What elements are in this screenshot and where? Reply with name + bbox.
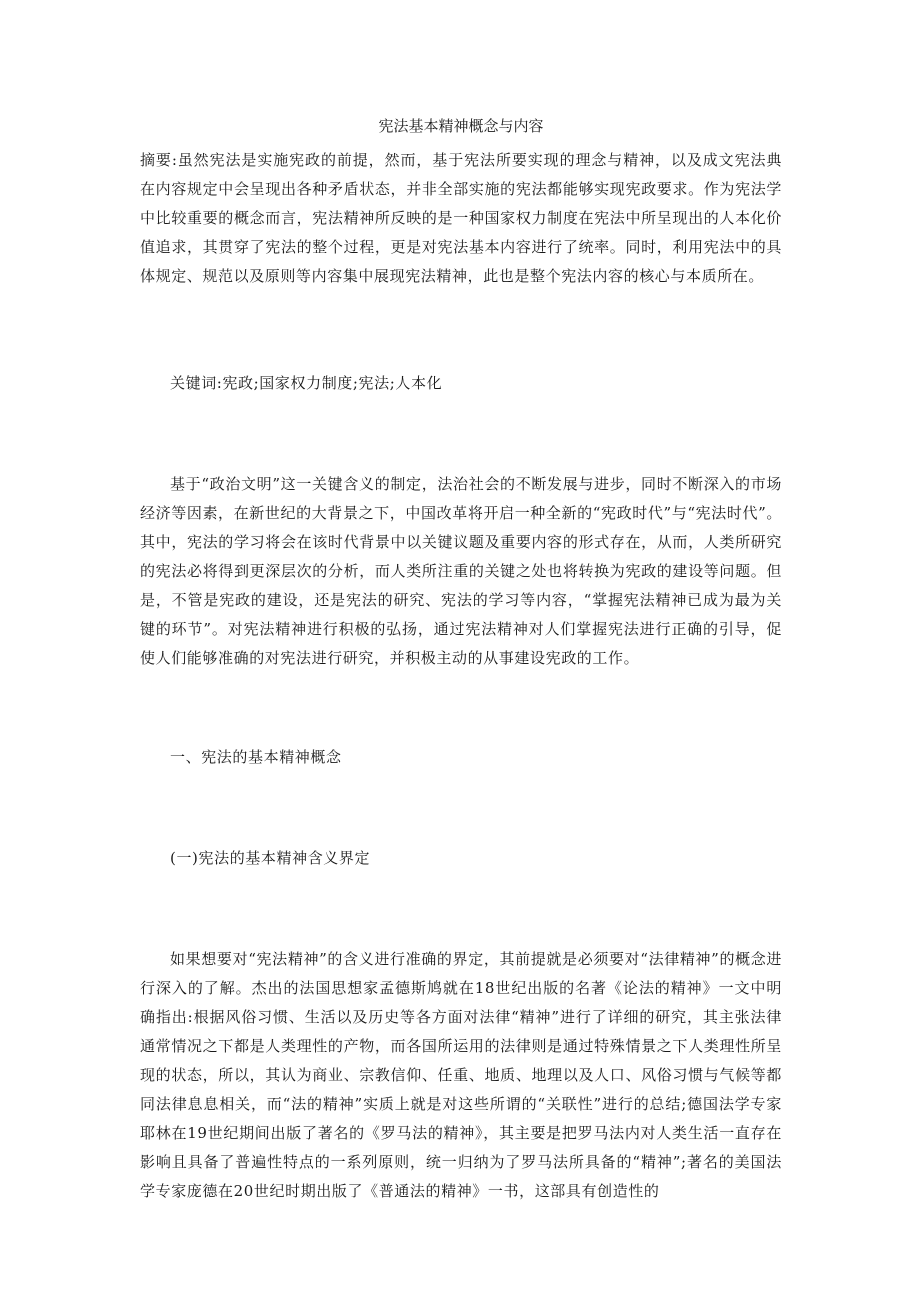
subsection-heading-1: (一)宪法的基本精神含义界定 [170, 849, 371, 867]
document-title: 宪法基本精神概念与内容 [378, 117, 544, 135]
section-heading-1: 一、宪法的基本精神概念 [170, 748, 342, 766]
keywords-line: 关键词:宪政;国家权力制度;宪法;人本化 [170, 374, 443, 392]
body-paragraph-1: 如果想要对“宪法精神”的含义进行准确的界定，其前提就是必须要对“法律精神”的概念进行深入的了解。杰出的法国思想家孟德斯鸠就在18世纪出版的名著《论法的精神》一文中明确指出:根据风俗习惯、生活以及历史等各方面对法律“精神”进行了详细的研究，其主张法律通常情况之下都是人类理性的产物，而各国所运用的法律则是通过特殊情景之下人类理性所呈现的状态，所以，其认为商业、宗教信仰、任重、地质、地理以及人口、风俗习惯与气候等都同法律息息相关，而“法的精神”实质上就是对这些所谓的“关联性”进行的总结;德国法学专家耶林在19世纪期间出版了著名的《罗马法的精神》，其主要是把罗马法内对人类生活一直存在影响且具备了普遍性特点的一系列原则，统一归纳为了罗马法所具备的“精神”;著名的美国法学专家庞德在20世纪时期出版了《普通法的精神》一书，这部具有创造性的 [140, 950, 782, 1200]
abstract-paragraph: 摘要:虽然宪法是实施宪政的前提，然而，基于宪法所要实现的理念与精神，以及成文宪法典在内容规定中会呈现出各种矛盾状态，并非全部实施的宪法都能够实现宪政要求。作为宪法学中比较重要的概念而言，宪法精神所反映的是一种国家权力制度在宪法中所呈现出的人本化价值追求，其贯穿了宪法的整个过程，更是对宪法基本内容进行了统率。同时，利用宪法中的具体规定、规范以及原则等内容集中展现宪法精神，此也是整个宪法内容的核心与本质所在。 [140, 151, 782, 285]
document-page [140, 112, 782, 1206]
intro-paragraph: 基于“政治文明”这一关键含义的制定，法治社会的不断发展与进步，同时不断深入的市场经济等因素，在新世纪的大背景之下，中国改革将开启一种全新的“宪政时代”与“宪法时代”。其中，宪法的学习将会在该时代背景中以关键议题及重要内容的形式存在，从而，人类所研究的宪法必将得到更深层次的分析，而人类所注重的关键之处也将转换为宪政的建设等问题。但是，不管是宪政的建设，还是宪法的研究、宪法的学习等内容，“掌握宪法精神已成为最为关键的环节”。对宪法精神进行积极的弘扬，通过宪法精神对人们掌握宪法进行正确的引导，促使人们能够准确的对宪法进行研究，并积极主动的从事建设宪政的工作。 [140, 475, 782, 667]
